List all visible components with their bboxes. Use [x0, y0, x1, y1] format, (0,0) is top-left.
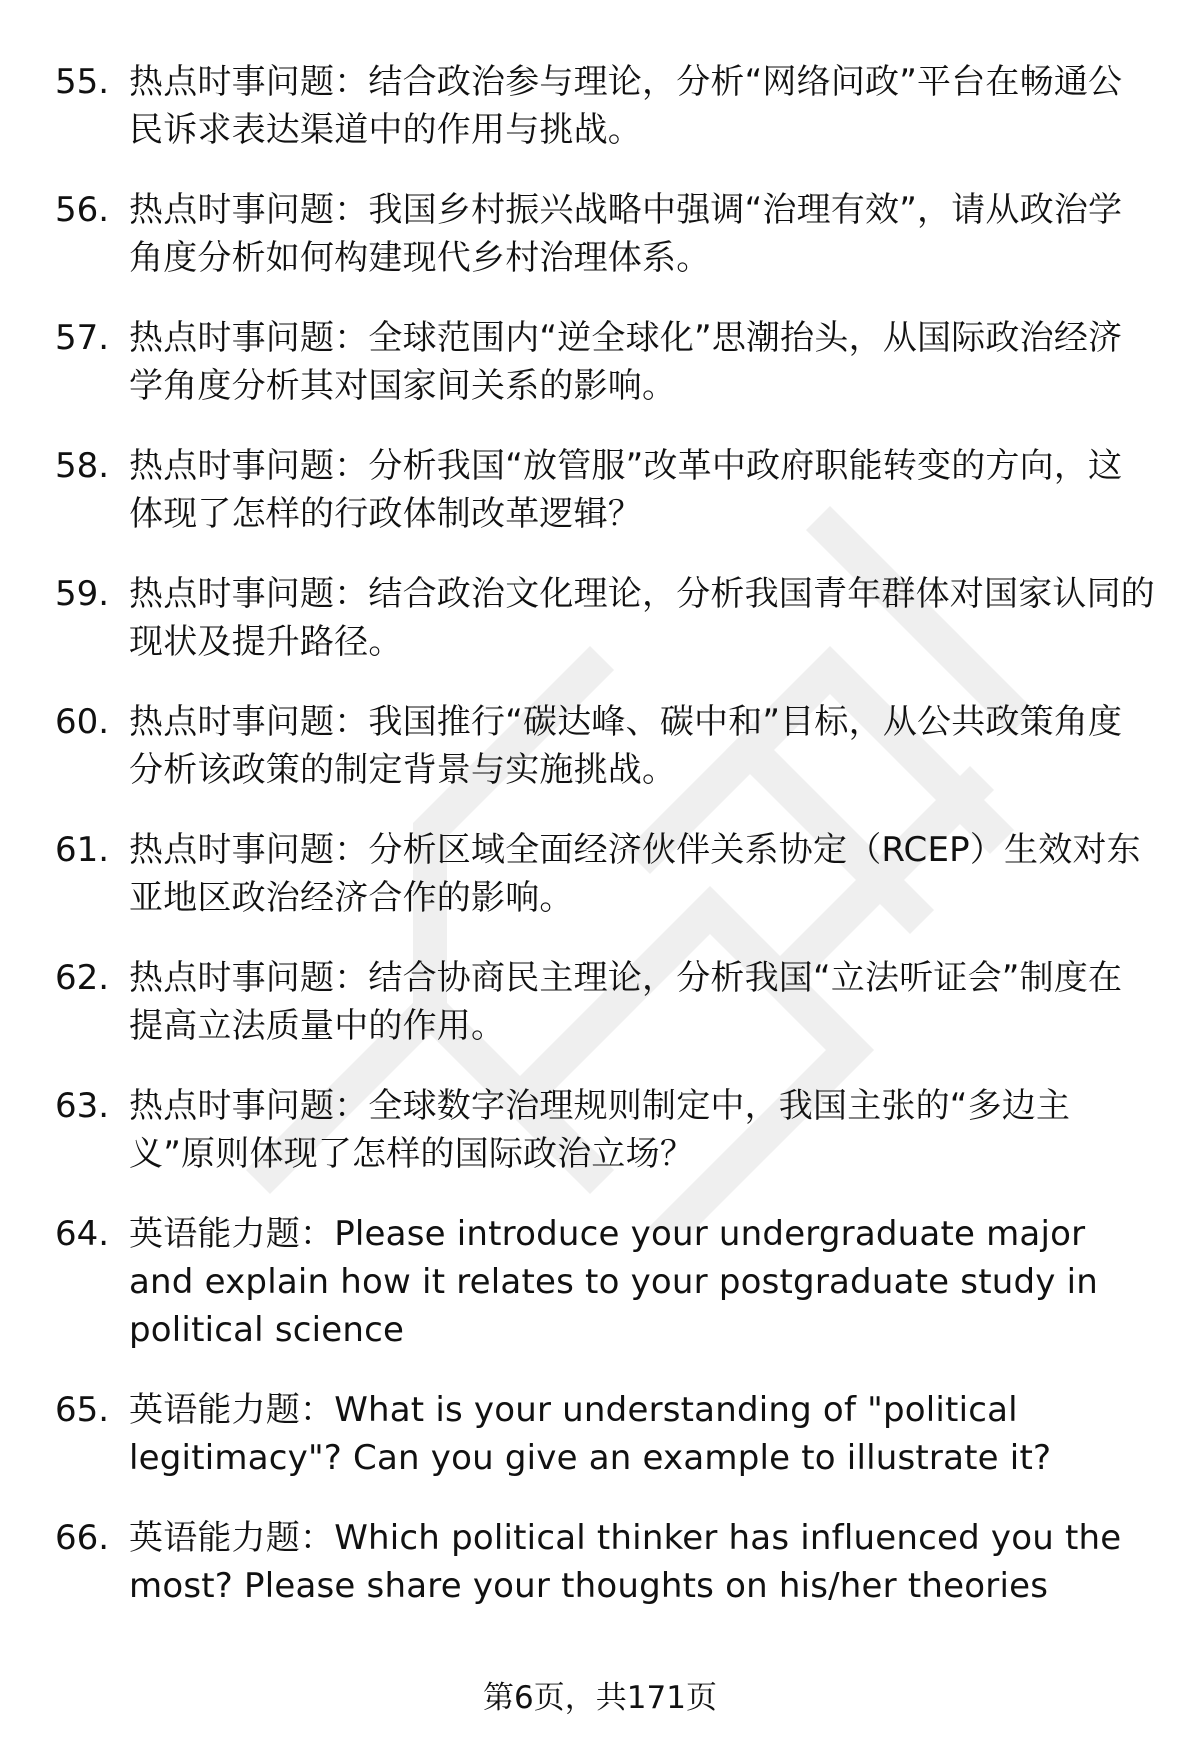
question-item [55, 442, 1155, 538]
question-text: 热点时事问题：结合政治参与理论，分析“网络问政”平台在畅通公民诉求表达渠道中的作用与挑战。 [129, 62, 1123, 150]
question-text: 热点时事问题：全球范围内“逆全球化”思潮抬头，从国际政治经济学角度分析其对国家间关系的影响。 [129, 318, 1123, 406]
question-text: 热点时事问题：结合政治文化理论，分析我国青年群体对国家认同的现状及提升路径。 [129, 574, 1155, 662]
question-number: 59. [55, 574, 110, 614]
question-item [55, 1386, 1155, 1482]
question-number: 58. [55, 446, 110, 486]
question-number: 61. [55, 830, 110, 870]
question-text: 英语能力题：What is your understanding of "political legitimacy"? Can you give an example to illustrate it? [129, 1390, 1052, 1478]
question-number: 55. [55, 62, 110, 102]
question-text: 热点时事问题：全球数字治理规则制定中，我国主张的“多边主义”原则体现了怎样的国际政治立场？ [129, 1086, 1071, 1174]
question-item [55, 58, 1155, 154]
question-text: 热点时事问题：我国推行“碳达峰、碳中和”目标，从公共政策角度分析该政策的制定背景与实施挑战。 [129, 702, 1123, 790]
question-number: 63. [55, 1086, 110, 1126]
question-list [55, 58, 1155, 1642]
question-number: 56. [55, 190, 110, 230]
question-number: 64. [55, 1214, 110, 1254]
question-text: 热点时事问题：结合协商民主理论，分析我国“立法听证会”制度在提高立法质量中的作用。 [129, 958, 1123, 1046]
question-text: 热点时事问题：分析区域全面经济伙伴关系协定（RCEP）生效对东亚地区政治经济合作的影响。 [129, 830, 1141, 918]
question-item [55, 1082, 1155, 1178]
question-number: 60. [55, 702, 110, 742]
question-text: 热点时事问题：我国乡村振兴战略中强调“治理有效”，请从政治学角度分析如何构建现代乡村治理体系。 [129, 190, 1123, 278]
question-number: 66. [55, 1518, 110, 1558]
question-item [55, 954, 1155, 1050]
question-text: 英语能力题：Which political thinker has influenced you the most? Please share your thoughts on his/her theories [129, 1518, 1122, 1606]
question-item [55, 570, 1155, 666]
question-item [55, 314, 1155, 410]
question-item [55, 1210, 1155, 1354]
question-item [55, 826, 1155, 922]
question-item [55, 698, 1155, 794]
question-text: 热点时事问题：分析我国“放管服”改革中政府职能转变的方向，这体现了怎样的行政体制改革逻辑？ [129, 446, 1123, 534]
question-number: 65. [55, 1390, 110, 1430]
page-number: 第6页，共171页 [483, 1680, 717, 1716]
question-number: 57. [55, 318, 110, 358]
question-item [55, 1514, 1155, 1610]
question-text: 英语能力题：Please introduce your undergraduate major and explain how it relates to your postgraduate study in political science [129, 1214, 1098, 1350]
question-number: 62. [55, 958, 110, 998]
question-item [55, 186, 1155, 282]
